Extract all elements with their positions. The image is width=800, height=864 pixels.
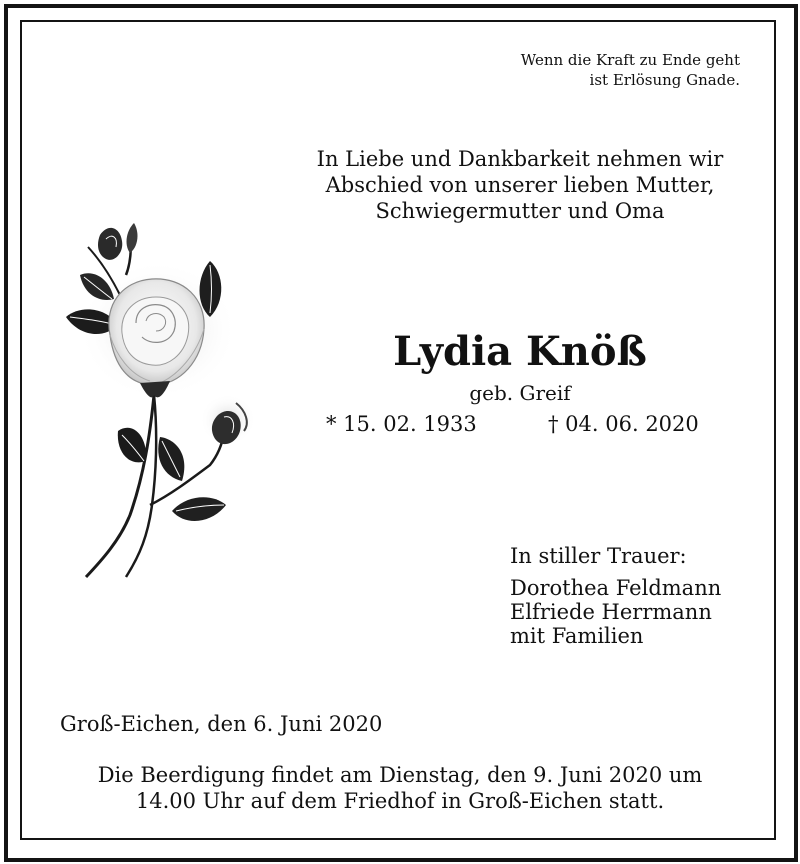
intro-line: In Liebe und Dankbarkeit nehmen wir (316, 147, 724, 171)
deceased-name: Lydia Knöß (393, 328, 647, 375)
mourner-name: Elfriede Herrmann (510, 600, 712, 624)
mourners-block (510, 544, 721, 648)
death-date: † 04. 06. 2020 (548, 412, 699, 436)
motto (521, 50, 740, 90)
intro-line: Abschied von unserer lieben Mutter, (325, 173, 715, 197)
intro-line: Schwiegermutter und Oma (375, 199, 665, 223)
funeral-notice (40, 762, 760, 814)
rose-icon (60, 205, 260, 585)
mourners-heading: In stiller Trauer: (510, 544, 687, 568)
mourner-name: Dorothea Feldmann (510, 576, 722, 600)
intro-text (270, 146, 770, 224)
funeral-line: Die Beerdigung findet am Dienstag, den 9. Juni 2020 um (97, 763, 703, 787)
funeral-line: 14.00 Uhr auf dem Friedhof in Groß-Eichen statt. (135, 789, 665, 813)
birth-name: geb. Greif (469, 381, 571, 405)
place-date: Groß-Eichen, den 6. Juni 2020 (60, 712, 383, 736)
motto-line: Wenn die Kraft zu Ende geht (520, 51, 740, 69)
mourner-name: mit Familien (510, 624, 644, 648)
birth-date: * 15. 02. 1933 (326, 412, 477, 436)
motto-line: ist Erlösung Gnade. (589, 71, 740, 89)
